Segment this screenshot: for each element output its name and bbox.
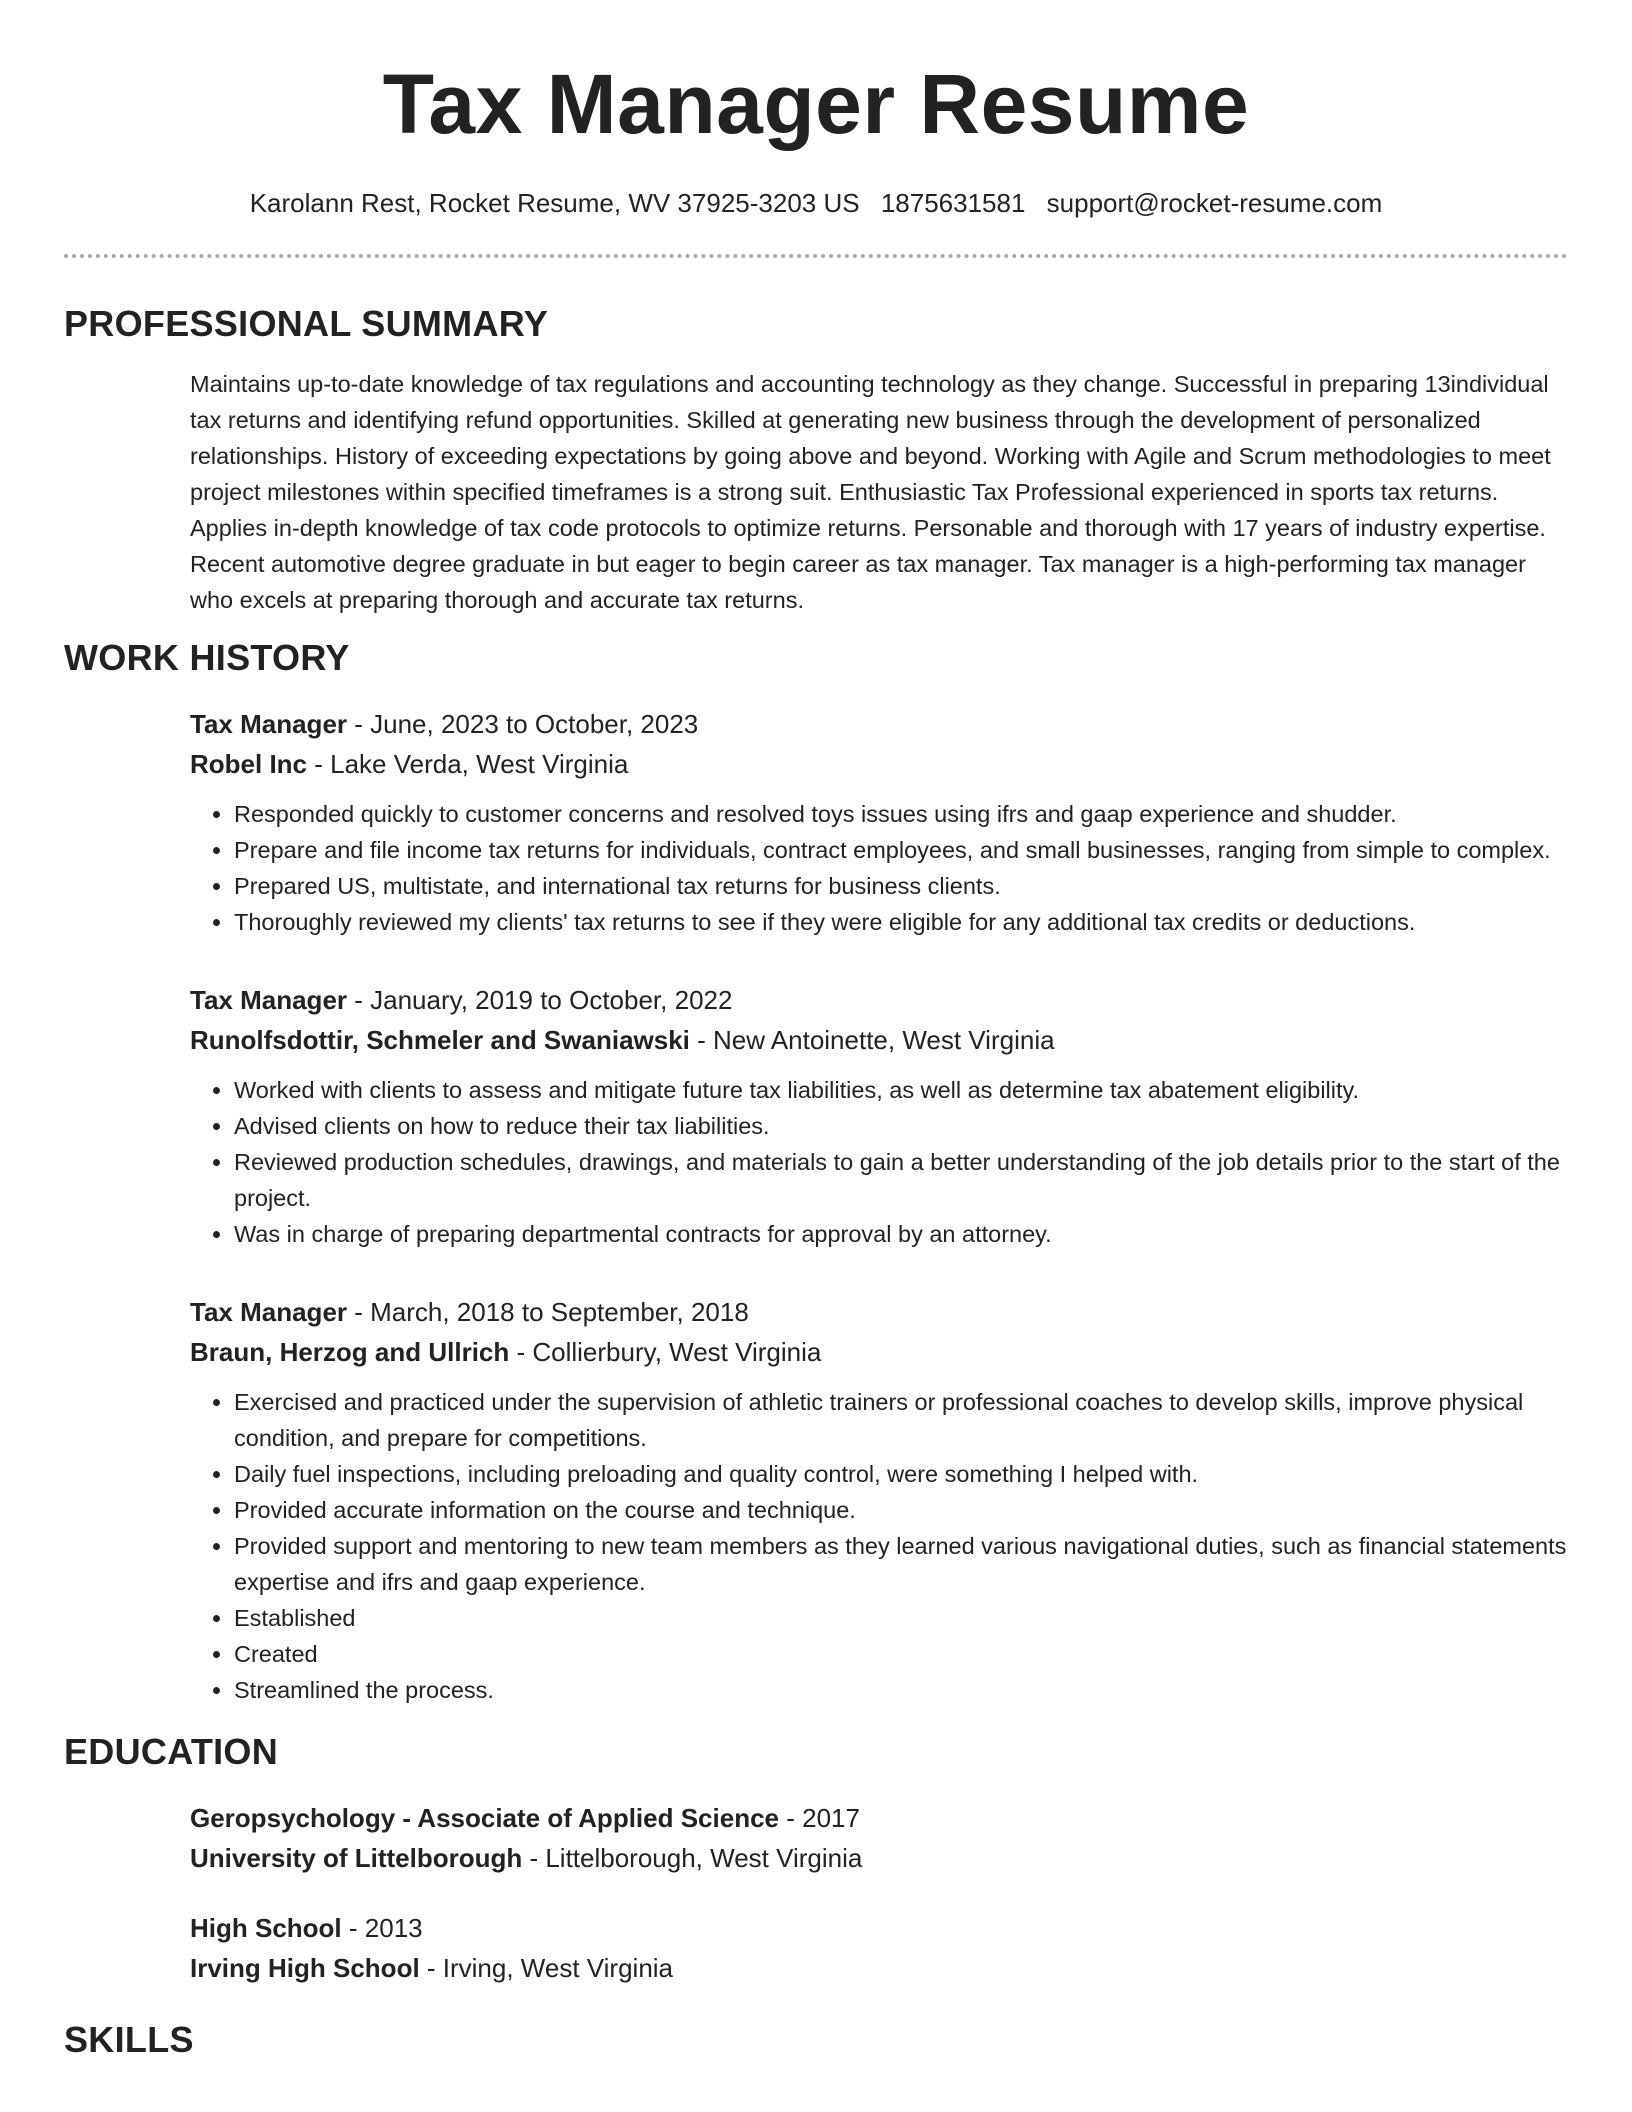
job-title-line bbox=[190, 704, 1568, 744]
job-dates: - June, 2023 to October, 2023 bbox=[347, 709, 699, 739]
education-location: - Irving, West Virginia bbox=[419, 1953, 674, 1983]
education-entry bbox=[190, 1798, 1568, 1878]
contact-line bbox=[64, 186, 1568, 220]
job-bullet: • Provided accurate information on the course and technique. bbox=[234, 1492, 1568, 1528]
job-title-line bbox=[190, 980, 1568, 1020]
job-company-line bbox=[190, 744, 1568, 784]
education-degree-line bbox=[190, 1908, 1568, 1948]
job-bullet: • Exercised and practiced under the supervision of athletic trainers or professional coaches to develop skills, improve physical condition, and prepare for competitions. bbox=[234, 1384, 1568, 1456]
job-company-line bbox=[190, 1020, 1568, 1060]
job-bullets bbox=[190, 1384, 1568, 1708]
education-school-line bbox=[190, 1948, 1568, 1988]
job-dates: - January, 2019 to October, 2022 bbox=[347, 985, 733, 1015]
job-bullets bbox=[190, 1072, 1568, 1252]
job-bullet: • Advised clients on how to reduce their tax liabilities. bbox=[234, 1108, 1568, 1144]
job-title: Tax Manager bbox=[190, 985, 348, 1015]
job-company-line bbox=[190, 1332, 1568, 1372]
education-year: - 2017 bbox=[779, 1803, 860, 1833]
job-bullet: • Worked with clients to assess and mitigate future tax liabilities, as well as determine tax abatement eligibility. bbox=[234, 1072, 1568, 1108]
skills-heading: SKILLS bbox=[64, 2019, 194, 2060]
education-school: University of Littelborough bbox=[190, 1843, 523, 1873]
education-school-line bbox=[190, 1838, 1568, 1878]
job-company: Runolfsdottir, Schmeler and Swaniawski bbox=[190, 1025, 690, 1055]
work-history-heading: WORK HISTORY bbox=[64, 637, 350, 678]
job-title: Tax Manager bbox=[190, 1297, 348, 1327]
job-entry bbox=[190, 980, 1568, 1252]
work-history-list bbox=[190, 704, 1568, 1708]
education-entry bbox=[190, 1908, 1568, 1988]
job-bullet: • Streamlined the process. bbox=[234, 1672, 1568, 1708]
job-location: - Lake Verda, West Virginia bbox=[307, 749, 629, 779]
job-bullet: • Responded quickly to customer concerns and resolved toys issues using ifrs and gaap experience and shudder. bbox=[234, 796, 1568, 832]
education-year: - 2013 bbox=[341, 1913, 423, 1943]
job-title-line bbox=[190, 1292, 1568, 1332]
job-bullets bbox=[190, 796, 1568, 940]
job-entry bbox=[190, 704, 1568, 940]
job-company: Braun, Herzog and Ullrich bbox=[190, 1337, 510, 1367]
education-heading: EDUCATION bbox=[64, 1731, 279, 1772]
job-location: - New Antoinette, West Virginia bbox=[689, 1025, 1055, 1055]
summary-text: Maintains up-to-date knowledge of tax regulations and accounting technology as they change. Successful in preparing 13individual tax returns and identifying refund opportunities. Skilled at generating new business through the development of personalized relationships. History of exceeding expectations by going above and beyond. Working with Agile and Scrum methodologies to meet project milestones within specified timeframes is a strong suit. Enthusiastic Tax Professional experienced in sports tax returns. Applies in-depth knowledge of tax code protocols to optimize returns. Personable and thorough with 17 years of industry expertise. Recent automotive degree graduate in but eager to begin career as tax manager. Tax manager is a high-performing tax manager who excels at preparing thorough and accurate tax returns. bbox=[190, 371, 1551, 613]
job-bullet: • Was in charge of preparing departmental contracts for approval by an attorney. bbox=[234, 1216, 1568, 1252]
job-dates: - March, 2018 to September, 2018 bbox=[347, 1297, 749, 1327]
job-bullet: • Reviewed production schedules, drawings, and materials to gain a better understanding of the job details prior to the start of the project. bbox=[234, 1144, 1568, 1216]
job-title: Tax Manager bbox=[190, 709, 348, 739]
education-degree-line bbox=[190, 1798, 1568, 1838]
job-bullet: • Created bbox=[234, 1636, 1568, 1672]
header-divider bbox=[64, 254, 1568, 258]
contact-phone: 1875631581 bbox=[880, 188, 1026, 218]
summary-heading: PROFESSIONAL SUMMARY bbox=[64, 303, 549, 344]
education-list bbox=[190, 1798, 1568, 1988]
job-bullet: • Established bbox=[234, 1600, 1568, 1636]
education-school: Irving High School bbox=[190, 1953, 420, 1983]
job-bullet: • Provided support and mentoring to new team members as they learned various navigational duties, such as financial statements expertise and ifrs and gaap experience. bbox=[234, 1528, 1568, 1600]
job-bullet: • Daily fuel inspections, including preloading and quality control, were something I helped with. bbox=[234, 1456, 1568, 1492]
job-company: Robel Inc bbox=[190, 749, 308, 779]
education-degree: High School bbox=[190, 1913, 342, 1943]
education-degree: Geropsychology - Associate of Applied Science bbox=[190, 1803, 779, 1833]
contact-address: Karolann Rest, Rocket Resume, WV 37925-3203 US bbox=[249, 188, 860, 218]
contact-email: support@rocket-resume.com bbox=[1046, 188, 1383, 218]
job-location: - Collierbury, West Virginia bbox=[509, 1337, 822, 1367]
job-bullet: • Thoroughly reviewed my clients' tax returns to see if they were eligible for any additional tax credits or deductions. bbox=[234, 904, 1568, 940]
resume-title: Tax Manager Resume bbox=[382, 57, 1250, 151]
job-bullet: • Prepared US, multistate, and international tax returns for business clients. bbox=[234, 868, 1568, 904]
job-entry bbox=[190, 1292, 1568, 1708]
job-bullet: • Prepare and file income tax returns for individuals, contract employees, and small businesses, ranging from simple to complex. bbox=[234, 832, 1568, 868]
education-location: - Littelborough, West Virginia bbox=[522, 1843, 863, 1873]
